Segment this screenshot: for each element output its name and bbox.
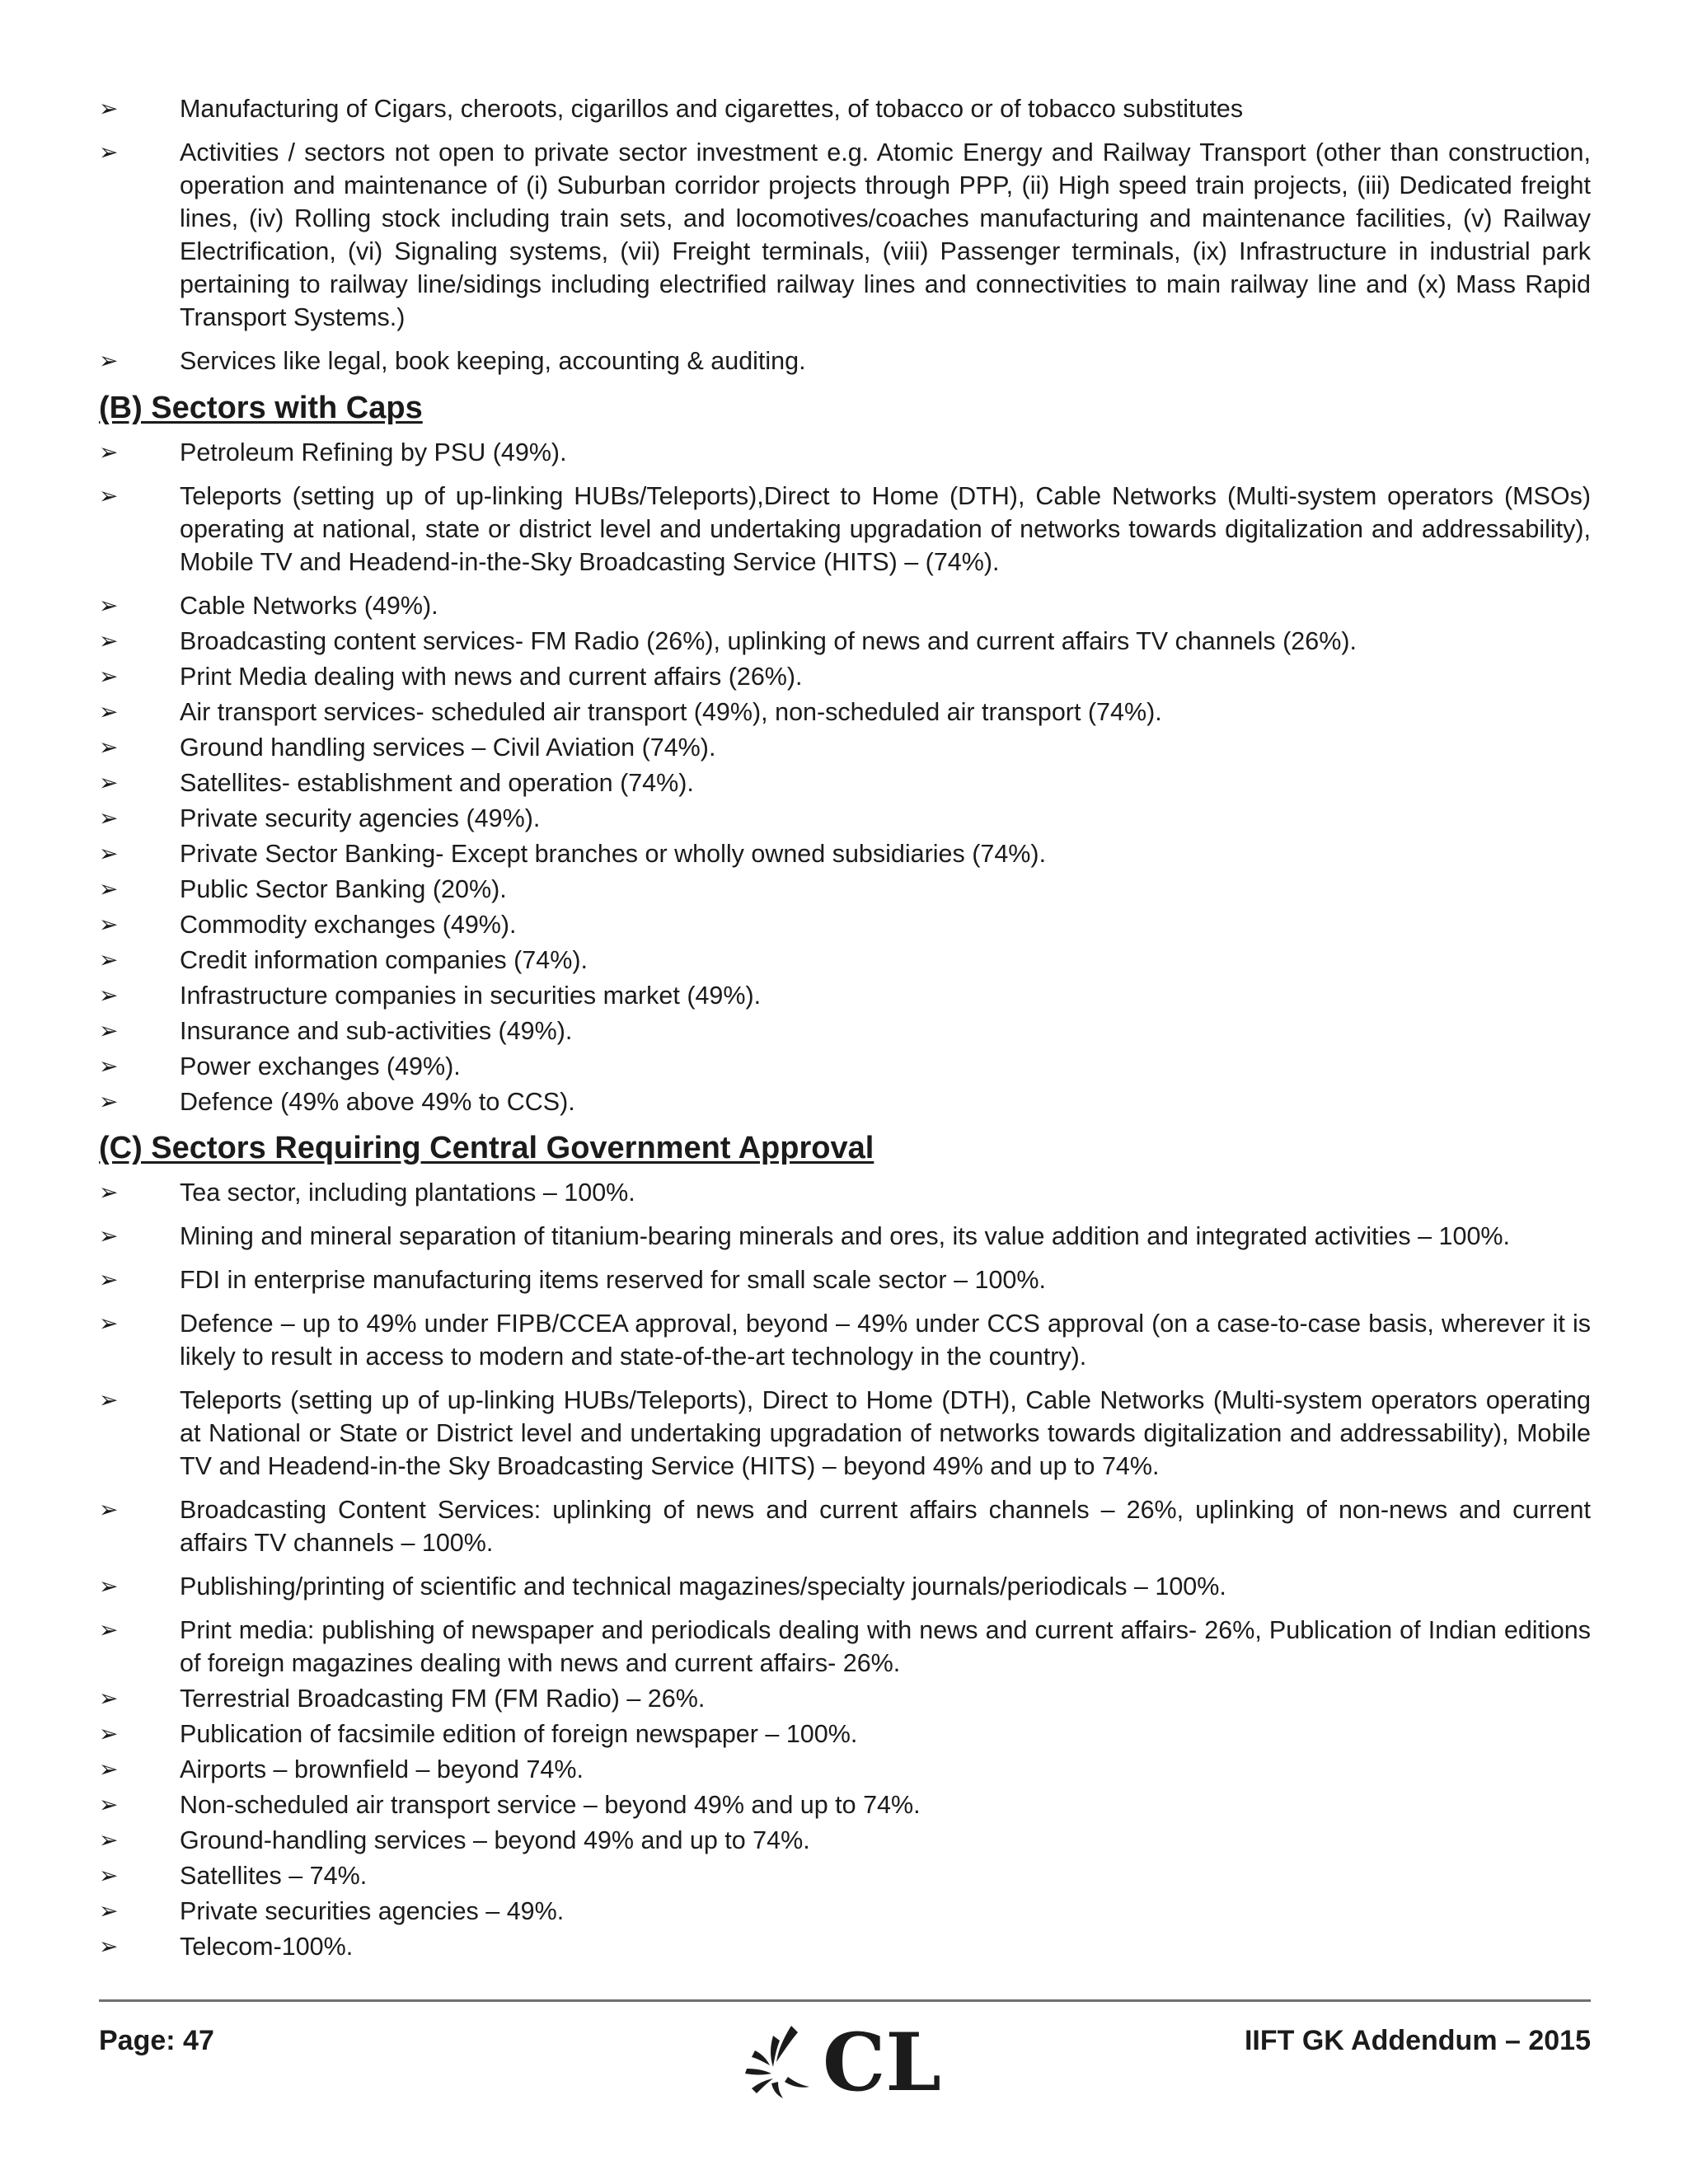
list-item: ➢ Mining and mineral separation of titanium-bearing minerals and ores, its value addition and integrated activities – 100%. [99, 1220, 1591, 1253]
arrow-bullet-icon: ➢ [99, 438, 119, 466]
footer-divider [99, 1999, 1591, 2002]
list-item: ➢ Broadcasting Content Services: uplinking of news and current affairs channels – 26%, uplinking of non-news and current affairs TV channels – 100%. [99, 1493, 1591, 1559]
list-item: ➢ Power exchanges (49%). [99, 1050, 1591, 1083]
arrow-bullet-icon: ➢ [99, 1310, 119, 1337]
section-b-list [99, 436, 1591, 1118]
page-content [99, 92, 1591, 1966]
arrow-bullet-icon: ➢ [99, 1826, 119, 1854]
swirl-icon [745, 2026, 809, 2098]
list-item: ➢ Air transport services- scheduled air transport (49%), non-scheduled air transport (74%). [99, 696, 1591, 729]
list-item: ➢ Teleports (setting up of up-linking HUBs/Teleports),Direct to Home (DTH), Cable Networks (Multi-system operators (MSOs) operating at national, state or district level and undertaking upgradation of networks towards digitalization and addressability), Mobile TV and Headend-in-the-Sky Broadcasting Service (HITS) – (74%). [99, 480, 1591, 579]
arrow-bullet-icon: ➢ [99, 1933, 119, 1960]
arrow-bullet-icon: ➢ [99, 1862, 119, 1889]
list-item: ➢ Publication of facsimile edition of foreign newspaper – 100%. [99, 1718, 1591, 1750]
list-item: ➢ Ground handling services – Civil Aviation (74%). [99, 731, 1591, 764]
arrow-bullet-icon: ➢ [99, 982, 119, 1009]
list-item: ➢ Manufacturing of Cigars, cheroots, cigarillos and cigarettes, of tobacco or of tobacco substitutes [99, 92, 1591, 125]
arrow-bullet-icon: ➢ [99, 698, 119, 725]
arrow-bullet-icon: ➢ [99, 733, 119, 761]
list-item: ➢ Activities / sectors not open to private sector investment e.g. Atomic Energy and Railway Transport (other than construction, operation and maintenance of (i) Suburban corridor projects through PPP, (ii) High speed train projects, (iii) Dedicated freight lines, (iv) Rolling stock including train sets, and locomotives/coaches manufacturing and maintenance facilities, (v) Railway Electrification, (vi) Signaling systems, (vii) Freight terminals, (viii) Passenger terminals, (ix) Infrastructure in industrial park pertaining to railway line/sidings including electrified railway lines and connectivities to main railway line and (x) Mass Rapid Transport Systems.) [99, 136, 1591, 334]
list-item: ➢ Telecom-100%. [99, 1930, 1591, 1963]
list-item: ➢ Non-scheduled air transport service – beyond 49% and up to 74%. [99, 1788, 1591, 1821]
list-item: ➢ Infrastructure companies in securities market (49%). [99, 979, 1591, 1012]
arrow-bullet-icon: ➢ [99, 1179, 119, 1206]
arrow-bullet-icon: ➢ [99, 1720, 119, 1747]
list-item: ➢ Terrestrial Broadcasting FM (FM Radio) – 26%. [99, 1682, 1591, 1715]
section-c-heading: (C) Sectors Requiring Central Government Approval [99, 1131, 874, 1165]
list-item: ➢ Commodity exchanges (49%). [99, 908, 1591, 941]
list-item: ➢ Print media: publishing of newspaper and periodicals dealing with news and current affairs- 26%, Publication of Indian editions of foreign magazines dealing with news and current affairs- 26%. [99, 1614, 1591, 1680]
list-item: ➢ Insurance and sub-activities (49%). [99, 1015, 1591, 1047]
publication-title: IIFT GK Addendum – 2015 [1244, 2025, 1591, 2056]
arrow-bullet-icon: ➢ [99, 95, 119, 122]
logo-wordmark: CL [823, 2016, 941, 2102]
list-item: ➢ Tea sector, including plantations – 100%. [99, 1176, 1591, 1209]
list-item: ➢ Private Sector Banking- Except branches or wholly owned subsidiaries (74%). [99, 837, 1591, 870]
list-item: ➢ Airports – brownfield – beyond 74%. [99, 1753, 1591, 1786]
arrow-bullet-icon: ➢ [99, 1266, 119, 1293]
arrow-bullet-icon: ➢ [99, 1017, 119, 1044]
arrow-bullet-icon: ➢ [99, 911, 119, 938]
arrow-bullet-icon: ➢ [99, 1897, 119, 1924]
list-item: ➢ Private security agencies (49%). [99, 802, 1591, 835]
list-item: ➢ Private securities agencies – 49%. [99, 1895, 1591, 1928]
list-item: ➢ FDI in enterprise manufacturing items reserved for small scale sector – 100%. [99, 1263, 1591, 1296]
arrow-bullet-icon: ➢ [99, 138, 119, 166]
arrow-bullet-icon: ➢ [99, 804, 119, 832]
list-item: ➢ Defence – up to 49% under FIPB/CCEA approval, beyond – 49% under CCS approval (on a case-to-case basis, wherever it is likely to result in access to modern and state-of-the-art technology in the country). [99, 1307, 1591, 1373]
list-item: ➢ Ground-handling services – beyond 49% and up to 74%. [99, 1824, 1591, 1857]
arrow-bullet-icon: ➢ [99, 875, 119, 902]
list-item: ➢ Publishing/printing of scientific and technical magazines/specialty journals/periodicals – 100%. [99, 1570, 1591, 1603]
list-item: ➢ Satellites – 74%. [99, 1859, 1591, 1892]
list-item: ➢ Services like legal, book keeping, accounting & auditing. [99, 344, 1591, 377]
arrow-bullet-icon: ➢ [99, 1496, 119, 1523]
arrow-bullet-icon: ➢ [99, 1088, 119, 1115]
arrow-bullet-icon: ➢ [99, 1386, 119, 1413]
arrow-bullet-icon: ➢ [99, 1222, 119, 1249]
list-item: ➢ Teleports (setting up of up-linking HUBs/Teleports), Direct to Home (DTH), Cable Networks (Multi-system operators operating at National or State or District level and undertaking upgradation of networks towards digitalization and addressability), Mobile TV and Headend-in-the Sky Broadcasting Service (HITS) – beyond 49% and up to 74%. [99, 1384, 1591, 1483]
section-c-list [99, 1176, 1591, 1963]
list-item: ➢ Print Media dealing with news and current affairs (26%). [99, 660, 1591, 693]
arrow-bullet-icon: ➢ [99, 627, 119, 654]
list-item: ➢ Public Sector Banking (20%). [99, 873, 1591, 906]
arrow-bullet-icon: ➢ [99, 1572, 119, 1600]
arrow-bullet-icon: ➢ [99, 592, 119, 619]
arrow-bullet-icon: ➢ [99, 1755, 119, 1783]
list-item: ➢ Broadcasting content services- FM Radio (26%), uplinking of news and current affairs TV channels (26%). [99, 625, 1591, 658]
list-item: ➢ Satellites- establishment and operation (74%). [99, 766, 1591, 799]
arrow-bullet-icon: ➢ [99, 1616, 119, 1643]
arrow-bullet-icon: ➢ [99, 1685, 119, 1712]
list-item: ➢ Petroleum Refining by PSU (49%). [99, 436, 1591, 469]
arrow-bullet-icon: ➢ [99, 663, 119, 690]
page-number: Page: 47 [99, 2025, 214, 2056]
cl-logo [740, 2011, 954, 2102]
arrow-bullet-icon: ➢ [99, 482, 119, 509]
arrow-bullet-icon: ➢ [99, 1052, 119, 1080]
list-item: ➢ Credit information companies (74%). [99, 944, 1591, 977]
intro-list [99, 92, 1591, 377]
list-item: ➢ Defence (49% above 49% to CCS). [99, 1085, 1591, 1118]
section-b-heading: (B) Sectors with Caps [99, 391, 423, 425]
arrow-bullet-icon: ➢ [99, 840, 119, 867]
arrow-bullet-icon: ➢ [99, 946, 119, 973]
arrow-bullet-icon: ➢ [99, 347, 119, 374]
arrow-bullet-icon: ➢ [99, 769, 119, 796]
list-item: ➢ Cable Networks (49%). [99, 589, 1591, 622]
arrow-bullet-icon: ➢ [99, 1791, 119, 1818]
